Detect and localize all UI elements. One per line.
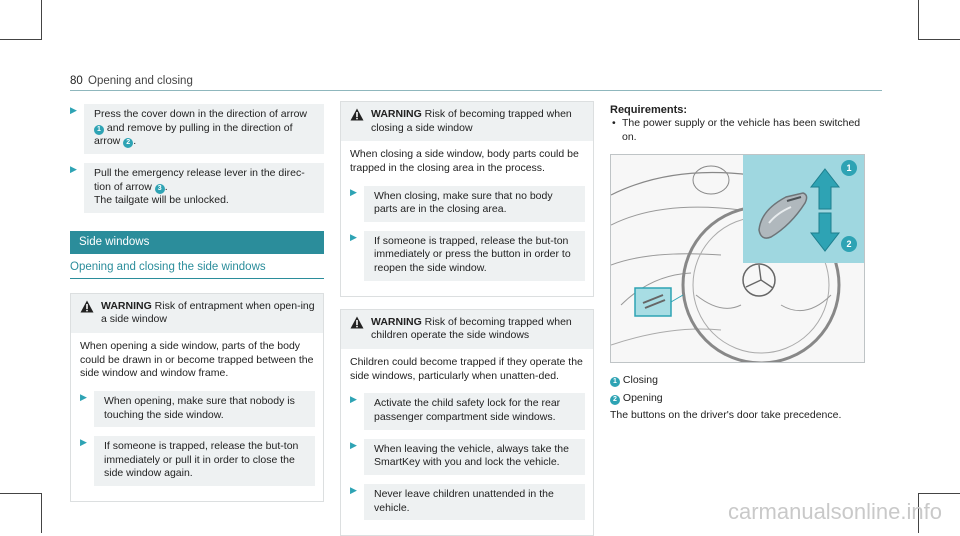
column-1 <box>70 104 324 502</box>
warning-text: When opening a side window, parts of the body could be drawn in or become trapped between the side window and window frame. <box>80 340 314 380</box>
warning-label: WARNING <box>371 315 422 328</box>
crop-mark <box>41 493 42 533</box>
column-2 <box>340 101 594 536</box>
step-item <box>350 231 585 281</box>
legend-item: 2 Opening <box>610 392 841 406</box>
figure-legend <box>610 374 841 427</box>
crop-mark <box>918 0 919 40</box>
step-arrow-icon: ▶ <box>80 437 87 448</box>
callout-2: 2 <box>123 138 133 148</box>
crop-mark <box>0 493 42 494</box>
subsection-rule <box>70 278 324 279</box>
requirements-title: Requirements: <box>610 104 688 116</box>
warning-label: WARNING <box>101 299 152 312</box>
warning-body <box>341 349 593 535</box>
warning-icon <box>350 316 364 329</box>
step-arrow-icon: ▶ <box>350 231 357 242</box>
step-arrow-icon: ▶ <box>350 484 357 495</box>
watermark: carmanualsonline.info <box>727 499 942 525</box>
warning-text: When closing a side window, body parts could be trapped in the closing area in the process. <box>350 148 579 174</box>
step-item <box>70 104 324 154</box>
door-panel-illustration <box>610 154 865 363</box>
callout-number: 2 <box>846 239 852 249</box>
step-item <box>350 186 585 222</box>
step-arrow-icon: ▶ <box>80 391 87 402</box>
step-text: Pull the emergency release lever in the direc-tion of arrow 3 . The tailgate will be unlocked. <box>84 163 324 213</box>
page-header-title: Opening and closing <box>88 75 193 87</box>
step-item <box>80 436 315 486</box>
step-arrow-icon: ▶ <box>350 186 357 197</box>
subsection-title: Opening and closing the side windows <box>70 260 266 273</box>
note-text: The buttons on the driver's door take precedence. <box>610 409 842 422</box>
step-item <box>80 391 315 427</box>
section-title: Side windows <box>70 231 324 254</box>
step-text: Never leave children unattended in the vehicle. <box>364 484 585 520</box>
step-text: If someone is trapped, release the but-ton immediately or pull it in order to close the side window again. <box>94 436 315 486</box>
warning-header <box>341 310 593 349</box>
warning-box <box>70 293 324 502</box>
step-item <box>350 484 585 520</box>
page-number: 80 <box>70 75 83 87</box>
crop-mark <box>0 39 42 40</box>
crop-mark <box>918 493 960 494</box>
crop-mark <box>41 0 42 40</box>
requirement-item: • The power supply or the vehicle has been switched on. <box>612 117 861 143</box>
bullet-icon: • <box>612 117 616 130</box>
step-item <box>350 393 585 429</box>
callout-1: 1 <box>610 377 620 387</box>
warning-body <box>341 141 593 295</box>
callout-2: 2 <box>610 395 620 405</box>
step-arrow-icon: ▶ <box>70 105 77 115</box>
step-text: When leaving the vehicle, always take the SmartKey with you and lock the vehicle. <box>364 439 585 475</box>
callout-3: 3 <box>155 184 165 194</box>
door-panel-drawing <box>611 155 864 362</box>
header-rule <box>70 90 882 91</box>
warning-icon <box>350 108 364 121</box>
warning-title: Risk of becoming trapped when closing a side window <box>371 108 572 134</box>
step-arrow-icon: ▶ <box>70 163 77 174</box>
warning-text: Children could become trapped if they operate the side windows, particularly when unatten-ded. <box>350 356 583 382</box>
warning-body <box>71 333 323 501</box>
warning-box <box>340 309 594 536</box>
warning-header <box>71 294 323 333</box>
step-text: When closing, make sure that no body parts are in the closing area. <box>364 186 585 222</box>
warning-header <box>341 102 593 141</box>
warning-icon <box>80 300 94 313</box>
step-item <box>350 439 585 475</box>
legend-item: 1 Closing <box>610 374 841 388</box>
callout-number: 1 <box>846 163 852 173</box>
step-text: When opening, make sure that nobody is touching the side window. <box>94 391 315 427</box>
warning-title: Risk of entrapment when open-ing a side window <box>101 299 315 326</box>
step-text: Press the cover down in the direction of arrow 1 and remove by pulling in the direction of arrow 2 . <box>84 104 324 154</box>
step-text: Activate the child safety lock for the rear passenger compartment side windows. <box>364 393 585 429</box>
step-item <box>70 163 324 213</box>
crop-mark <box>918 39 960 40</box>
callout-1: 1 <box>94 125 104 135</box>
step-text: If someone is trapped, release the but-ton immediately or press the button in order to reopen the side window. <box>364 231 585 281</box>
warning-label: WARNING <box>371 108 422 120</box>
warning-title: Risk of becoming trapped when children operate the side windows <box>371 315 572 342</box>
warning-box <box>340 101 594 297</box>
step-arrow-icon: ▶ <box>350 394 357 405</box>
step-arrow-icon: ▶ <box>350 439 357 450</box>
column-3 <box>610 103 870 145</box>
